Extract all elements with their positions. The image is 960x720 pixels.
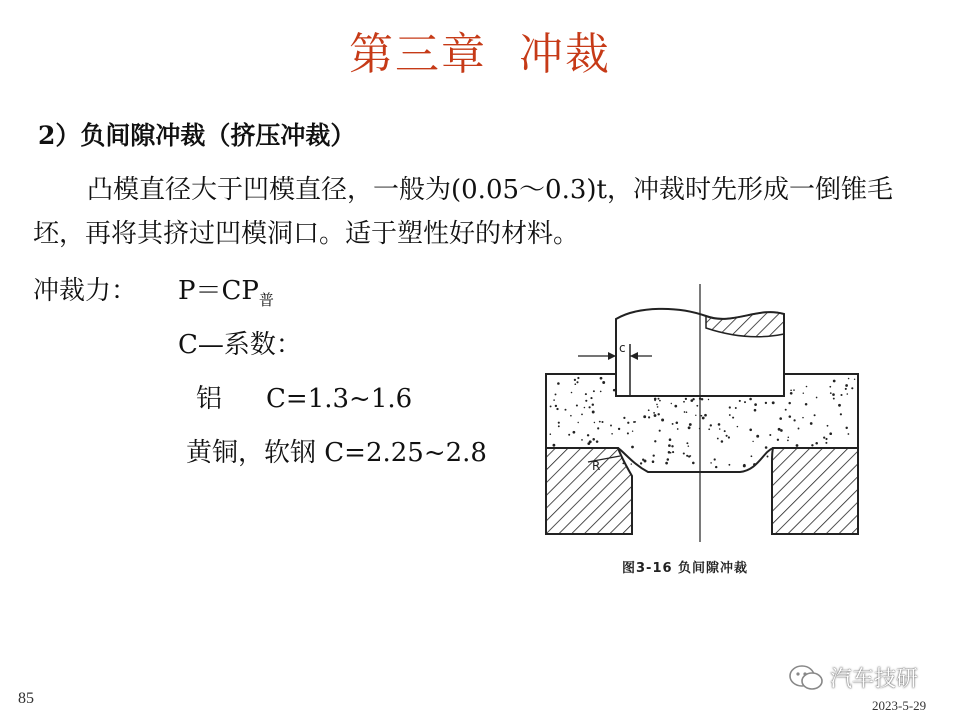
texture-dot — [596, 440, 599, 443]
texture-dot — [556, 408, 558, 410]
texture-dot — [845, 388, 847, 390]
texture-dot — [671, 445, 673, 447]
texture-dot — [685, 398, 687, 400]
texture-dot — [676, 422, 679, 425]
texture-dot — [643, 415, 646, 418]
texture-dot — [847, 393, 849, 395]
texture-dot — [683, 452, 685, 454]
texture-dot — [631, 446, 634, 449]
texture-dot — [825, 438, 827, 440]
texture-dot — [652, 460, 655, 463]
aluminum-label: 铝 — [196, 384, 223, 414]
texture-dot — [550, 405, 552, 407]
texture-dot — [753, 463, 756, 466]
texture-dot — [788, 402, 790, 404]
texture-dot — [790, 392, 793, 395]
texture-dot — [599, 421, 601, 423]
texture-dot — [688, 426, 691, 429]
texture-dot — [576, 381, 578, 383]
texture-dot — [601, 421, 603, 423]
figure-caption: 图3-16 负间隙冲裁 — [622, 561, 749, 576]
texture-dot — [640, 462, 642, 464]
texture-dot — [708, 428, 710, 430]
texture-dot — [833, 398, 835, 400]
texture-dot — [550, 433, 552, 435]
texture-dot — [765, 402, 767, 404]
texture-dot — [851, 387, 853, 389]
texture-dot — [767, 456, 769, 458]
texture-dot — [752, 441, 753, 442]
texture-dot — [568, 434, 570, 436]
texture-dot — [715, 466, 717, 468]
texture-dot — [688, 445, 690, 447]
texture-dot — [714, 458, 716, 460]
texture-dot — [631, 463, 632, 464]
texture-dot — [574, 383, 576, 385]
texture-dot — [581, 439, 583, 441]
texture-dot — [724, 430, 726, 432]
texture-dot — [803, 392, 804, 393]
texture-dot — [840, 394, 842, 396]
texture-dot — [590, 397, 592, 399]
section-heading: 2）负间隙冲裁（挤压冲裁） — [38, 121, 356, 150]
date: 2023-5-29 — [872, 698, 927, 713]
texture-dot — [702, 417, 705, 420]
texture-dot — [592, 438, 595, 441]
texture-dot — [674, 405, 677, 408]
texture-dot — [805, 403, 808, 406]
texture-dot — [602, 381, 605, 384]
texture-dot — [654, 440, 656, 442]
texture-dot — [686, 411, 688, 413]
texture-dot — [780, 429, 783, 432]
texture-dot — [654, 414, 657, 417]
texture-dot — [769, 434, 771, 436]
texture-dot — [704, 414, 707, 417]
texture-dot — [686, 442, 688, 444]
texture-dot — [577, 377, 579, 379]
texture-dot — [584, 407, 586, 409]
texture-dot — [592, 403, 594, 405]
texture-dot — [565, 409, 567, 411]
texture-dot — [779, 417, 782, 420]
texture-dot — [798, 428, 800, 430]
texture-dot — [613, 389, 616, 392]
page-number: 85 — [18, 690, 34, 707]
texture-dot — [793, 389, 795, 391]
texture-dot — [710, 424, 712, 426]
texture-dot — [827, 425, 829, 427]
die-right — [772, 448, 858, 534]
texture-dot — [684, 411, 686, 413]
texture-dot — [555, 405, 557, 407]
texture-dot — [744, 401, 746, 403]
texture-dot — [785, 409, 787, 411]
texture-dot — [743, 464, 745, 466]
texture-dot — [806, 386, 808, 388]
texture-dot — [728, 464, 730, 466]
texture-dot — [648, 409, 650, 411]
texture-dot — [661, 419, 664, 422]
texture-dot — [585, 400, 587, 402]
texture-dot — [597, 427, 599, 429]
texture-dot — [648, 416, 650, 418]
texture-dot — [677, 428, 679, 430]
texture-dot — [653, 412, 655, 414]
texture-dot — [840, 413, 842, 415]
texture-dot — [659, 400, 661, 402]
watermark — [788, 662, 918, 693]
texture-dot — [788, 436, 790, 438]
texture-dot — [749, 398, 752, 401]
texture-dot — [845, 384, 848, 387]
texture-dot — [667, 458, 670, 461]
aluminum-value: C=1.3~1.6 — [266, 384, 413, 414]
texture-dot — [657, 413, 659, 415]
texture-dot — [671, 403, 672, 404]
texture-dot — [555, 393, 557, 395]
texture-dot — [611, 433, 613, 435]
formula-main: P＝CP — [178, 276, 259, 306]
texture-dot — [815, 442, 818, 445]
texture-dot — [739, 400, 741, 402]
texture-dot — [570, 415, 572, 417]
texture-dot — [644, 460, 647, 463]
texture-dot — [848, 378, 850, 380]
texture-dot — [593, 390, 595, 392]
coefficient-brass-steel: 黄铜，软钢 C=2.25~2.8 — [186, 438, 487, 468]
clearance-label: c — [619, 341, 626, 355]
texture-dot — [557, 382, 560, 385]
texture-dot — [571, 392, 573, 394]
texture-dot — [610, 425, 612, 427]
texture-dot — [710, 462, 712, 464]
die-left — [546, 448, 632, 534]
texture-dot — [696, 405, 698, 407]
texture-dot — [594, 422, 595, 423]
texture-dot — [576, 404, 578, 406]
texture-dot — [729, 414, 731, 416]
negative-clearance-diagram — [528, 284, 878, 554]
texture-dot — [717, 438, 719, 440]
texture-dot — [825, 442, 827, 444]
texture-dot — [811, 444, 813, 446]
texture-dot — [754, 403, 757, 406]
texture-dot — [728, 436, 730, 438]
wechat-icon — [788, 664, 824, 692]
description-text: 凸模直径大于凹模直径，一般为(0.05～0.3)t，冲裁时先形成一倒锥毛坯，再将其挤过凹模洞口。适于塑性好的材料。 — [33, 175, 893, 249]
texture-dot — [668, 451, 671, 454]
texture-dot — [657, 406, 659, 408]
texture-dot — [574, 379, 576, 381]
texture-dot — [589, 406, 591, 408]
texture-dot — [726, 435, 728, 437]
texture-dot — [810, 422, 813, 425]
coefficient-label: C—系数： — [178, 330, 302, 360]
texture-dot — [581, 414, 583, 416]
texture-dot — [708, 399, 709, 400]
texture-dot — [668, 444, 671, 447]
watermark-text: 汽车技研 — [830, 667, 919, 692]
formula-label: 冲裁力： — [33, 276, 138, 306]
formula — [178, 270, 274, 310]
texture-dot — [816, 397, 818, 399]
texture-dot — [589, 440, 592, 443]
texture-dot — [623, 417, 625, 419]
texture-dot — [701, 415, 703, 417]
texture-dot — [672, 423, 674, 425]
texture-dot — [756, 435, 759, 438]
texture-dot — [654, 399, 656, 401]
texture-dot — [737, 426, 738, 427]
texture-dot — [553, 399, 555, 401]
texture-dot — [732, 417, 734, 419]
texture-dot — [653, 454, 655, 456]
texture-dot — [838, 404, 841, 407]
texture-dot — [692, 462, 695, 465]
texture-dot — [754, 409, 757, 412]
texture-dot — [665, 462, 668, 465]
texture-dot — [592, 411, 595, 414]
texture-dot — [718, 423, 721, 426]
texture-dot — [721, 440, 724, 443]
texture-dot — [695, 415, 696, 416]
texture-dot — [689, 423, 692, 426]
texture-dot — [683, 401, 685, 403]
texture-dot — [627, 422, 629, 424]
texture-dot — [690, 399, 693, 402]
texture-dot — [751, 455, 753, 457]
texture-dot — [627, 432, 629, 434]
texture-dot — [558, 422, 560, 424]
texture-dot — [659, 430, 661, 432]
texture-dot — [600, 391, 602, 393]
texture-dot — [796, 444, 799, 447]
texture-dot — [577, 422, 578, 423]
radius-label: R — [592, 459, 601, 473]
texture-dot — [618, 428, 620, 430]
texture-dot — [793, 419, 795, 421]
texture-dot — [600, 377, 603, 380]
texture-dot — [829, 432, 832, 435]
texture-dot — [830, 392, 832, 394]
texture-dot — [848, 433, 850, 435]
description-paragraph — [33, 168, 903, 256]
texture-dot — [787, 440, 789, 442]
texture-dot — [686, 455, 688, 457]
texture-dot — [833, 380, 836, 383]
slide-title: 第三章 冲裁 — [349, 29, 611, 80]
texture-dot — [719, 428, 721, 430]
texture-dot — [823, 437, 825, 439]
texture-dot — [829, 386, 831, 388]
texture-dot — [558, 425, 560, 427]
texture-dot — [587, 434, 589, 436]
texture-dot — [854, 379, 855, 380]
texture-dot — [832, 393, 835, 396]
texture-dot — [553, 444, 556, 447]
texture-dot — [814, 414, 816, 416]
texture-dot — [672, 451, 674, 453]
texture-dot — [573, 431, 576, 434]
texture-dot — [765, 446, 768, 449]
texture-dot — [789, 415, 792, 418]
texture-dot — [658, 398, 660, 400]
texture-dot — [777, 439, 779, 441]
texture-dot — [669, 438, 672, 441]
coefficient-aluminum — [196, 378, 412, 415]
texture-dot — [790, 389, 792, 391]
formula-subscript: 普 — [258, 291, 274, 309]
texture-dot — [690, 455, 692, 457]
texture-dot — [585, 393, 587, 395]
texture-dot — [729, 406, 731, 408]
texture-dot — [735, 407, 737, 409]
texture-dot — [749, 429, 752, 432]
texture-dot — [845, 427, 847, 429]
texture-dot — [632, 431, 633, 432]
texture-dot — [772, 401, 775, 404]
texture-dot — [656, 404, 658, 406]
texture-dot — [802, 417, 804, 419]
texture-dot — [633, 421, 635, 423]
